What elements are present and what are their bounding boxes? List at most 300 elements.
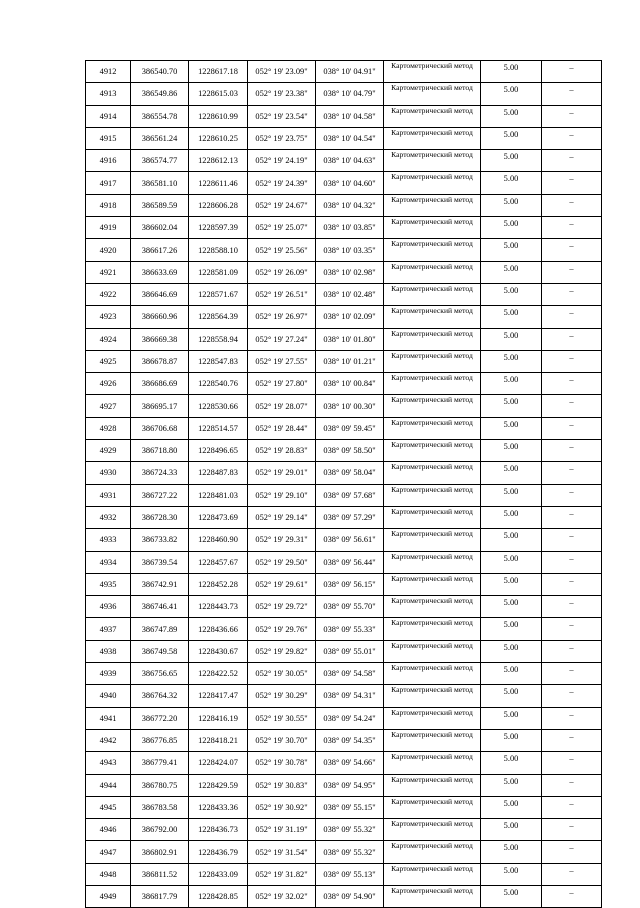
point-number-cell: 4916	[86, 150, 131, 172]
y-coordinate-cell: 1228610.25	[189, 127, 248, 149]
accuracy-cell: 5.00	[481, 863, 542, 885]
note-cell: –	[542, 217, 602, 239]
longitude-cell: 038° 09' 56.61"	[316, 529, 384, 551]
table-row	[86, 395, 602, 417]
x-coordinate-cell: 386646.69	[131, 283, 189, 305]
table-row	[86, 484, 602, 506]
note-cell: –	[542, 373, 602, 395]
note-cell: –	[542, 885, 602, 907]
table-row	[86, 217, 602, 239]
longitude-cell: 038° 09' 54.66"	[316, 752, 384, 774]
latitude-cell: 052° 19' 29.72"	[248, 596, 316, 618]
point-number-cell: 4945	[86, 796, 131, 818]
method-cell: Картометрический метод	[384, 618, 481, 640]
method-cell: Картометрический метод	[384, 774, 481, 796]
note-cell: –	[542, 506, 602, 528]
x-coordinate-cell: 386602.04	[131, 217, 189, 239]
x-coordinate-cell: 386779.41	[131, 752, 189, 774]
x-coordinate-cell: 386746.41	[131, 596, 189, 618]
table-row	[86, 105, 602, 127]
note-cell: –	[542, 685, 602, 707]
longitude-cell: 038° 09' 55.01"	[316, 640, 384, 662]
note-cell: –	[542, 618, 602, 640]
method-cell: Картометрический метод	[384, 395, 481, 417]
note-cell: –	[542, 729, 602, 751]
method-cell: Картометрический метод	[384, 551, 481, 573]
accuracy-cell: 5.00	[481, 61, 542, 83]
y-coordinate-cell: 1228611.46	[189, 172, 248, 194]
longitude-cell: 038° 09' 57.29"	[316, 506, 384, 528]
method-cell: Картометрический метод	[384, 283, 481, 305]
method-cell: Картометрический метод	[384, 61, 481, 83]
x-coordinate-cell: 386540.70	[131, 61, 189, 83]
note-cell: –	[542, 462, 602, 484]
x-coordinate-cell: 386718.80	[131, 440, 189, 462]
note-cell: –	[542, 774, 602, 796]
accuracy-cell: 5.00	[481, 83, 542, 105]
point-number-cell: 4949	[86, 885, 131, 907]
table-row	[86, 752, 602, 774]
accuracy-cell: 5.00	[481, 752, 542, 774]
longitude-cell: 038° 10' 04.63"	[316, 150, 384, 172]
y-coordinate-cell: 1228514.57	[189, 417, 248, 439]
method-cell: Картометрический метод	[384, 217, 481, 239]
table-row	[86, 83, 602, 105]
point-number-cell: 4935	[86, 573, 131, 595]
latitude-cell: 052° 19' 28.07"	[248, 395, 316, 417]
method-cell: Картометрический метод	[384, 172, 481, 194]
longitude-cell: 038° 10' 03.85"	[316, 217, 384, 239]
y-coordinate-cell: 1228612.13	[189, 150, 248, 172]
method-cell: Картометрический метод	[384, 841, 481, 863]
accuracy-cell: 5.00	[481, 105, 542, 127]
table-row	[86, 863, 602, 885]
latitude-cell: 052° 19' 23.09"	[248, 61, 316, 83]
point-number-cell: 4941	[86, 707, 131, 729]
x-coordinate-cell: 386581.10	[131, 172, 189, 194]
point-number-cell: 4933	[86, 529, 131, 551]
method-cell: Картометрический метод	[384, 596, 481, 618]
note-cell: –	[542, 863, 602, 885]
accuracy-cell: 5.00	[481, 484, 542, 506]
method-cell: Картометрический метод	[384, 685, 481, 707]
note-cell: –	[542, 707, 602, 729]
method-cell: Картометрический метод	[384, 462, 481, 484]
method-cell: Картометрический метод	[384, 239, 481, 261]
note-cell: –	[542, 172, 602, 194]
latitude-cell: 052° 19' 29.76"	[248, 618, 316, 640]
point-number-cell: 4946	[86, 819, 131, 841]
x-coordinate-cell: 386574.77	[131, 150, 189, 172]
accuracy-cell: 5.00	[481, 796, 542, 818]
accuracy-cell: 5.00	[481, 261, 542, 283]
latitude-cell: 052° 19' 24.19"	[248, 150, 316, 172]
accuracy-cell: 5.00	[481, 885, 542, 907]
table-row	[86, 707, 602, 729]
y-coordinate-cell: 1228617.18	[189, 61, 248, 83]
y-coordinate-cell: 1228436.79	[189, 841, 248, 863]
note-cell: –	[542, 663, 602, 685]
y-coordinate-cell: 1228606.28	[189, 194, 248, 216]
longitude-cell: 038° 10' 02.09"	[316, 306, 384, 328]
note-cell: –	[542, 596, 602, 618]
longitude-cell: 038° 10' 00.30"	[316, 395, 384, 417]
longitude-cell: 038° 09' 55.13"	[316, 863, 384, 885]
method-cell: Картометрический метод	[384, 328, 481, 350]
latitude-cell: 052° 19' 30.70"	[248, 729, 316, 751]
x-coordinate-cell: 386772.20	[131, 707, 189, 729]
table-row	[86, 663, 602, 685]
method-cell: Картометрический метод	[384, 83, 481, 105]
accuracy-cell: 5.00	[481, 819, 542, 841]
longitude-cell: 038° 09' 55.33"	[316, 618, 384, 640]
accuracy-cell: 5.00	[481, 685, 542, 707]
y-coordinate-cell: 1228452.28	[189, 573, 248, 595]
x-coordinate-cell: 386554.78	[131, 105, 189, 127]
longitude-cell: 038° 09' 56.15"	[316, 573, 384, 595]
table-row	[86, 127, 602, 149]
note-cell: –	[542, 105, 602, 127]
method-cell: Картометрический метод	[384, 506, 481, 528]
x-coordinate-cell: 386733.82	[131, 529, 189, 551]
point-number-cell: 4914	[86, 105, 131, 127]
longitude-cell: 038° 10' 00.84"	[316, 373, 384, 395]
note-cell: –	[542, 796, 602, 818]
y-coordinate-cell: 1228436.73	[189, 819, 248, 841]
x-coordinate-cell: 386802.91	[131, 841, 189, 863]
x-coordinate-cell: 386728.30	[131, 506, 189, 528]
method-cell: Картометрический метод	[384, 350, 481, 372]
note-cell: –	[542, 61, 602, 83]
latitude-cell: 052° 19' 29.82"	[248, 640, 316, 662]
point-number-cell: 4921	[86, 261, 131, 283]
table-row	[86, 150, 602, 172]
x-coordinate-cell: 386811.52	[131, 863, 189, 885]
table-row	[86, 618, 602, 640]
table-row	[86, 306, 602, 328]
x-coordinate-cell: 386617.26	[131, 239, 189, 261]
note-cell: –	[542, 261, 602, 283]
x-coordinate-cell: 386695.17	[131, 395, 189, 417]
accuracy-cell: 5.00	[481, 194, 542, 216]
accuracy-cell: 5.00	[481, 618, 542, 640]
longitude-cell: 038° 09' 57.68"	[316, 484, 384, 506]
table-row	[86, 573, 602, 595]
y-coordinate-cell: 1228547.83	[189, 350, 248, 372]
y-coordinate-cell: 1228615.03	[189, 83, 248, 105]
y-coordinate-cell: 1228429.59	[189, 774, 248, 796]
y-coordinate-cell: 1228436.66	[189, 618, 248, 640]
point-number-cell: 4942	[86, 729, 131, 751]
x-coordinate-cell: 386589.59	[131, 194, 189, 216]
longitude-cell: 038° 09' 54.95"	[316, 774, 384, 796]
note-cell: –	[542, 529, 602, 551]
x-coordinate-cell: 386792.00	[131, 819, 189, 841]
x-coordinate-cell: 386783.58	[131, 796, 189, 818]
point-number-cell: 4917	[86, 172, 131, 194]
y-coordinate-cell: 1228597.39	[189, 217, 248, 239]
x-coordinate-cell: 386660.96	[131, 306, 189, 328]
table-row	[86, 261, 602, 283]
table-row	[86, 529, 602, 551]
latitude-cell: 052° 19' 28.83"	[248, 440, 316, 462]
table-row	[86, 350, 602, 372]
table-row	[86, 283, 602, 305]
y-coordinate-cell: 1228610.99	[189, 105, 248, 127]
table-row	[86, 551, 602, 573]
latitude-cell: 052° 19' 28.44"	[248, 417, 316, 439]
table-row	[86, 729, 602, 751]
latitude-cell: 052° 19' 23.38"	[248, 83, 316, 105]
latitude-cell: 052° 19' 24.67"	[248, 194, 316, 216]
x-coordinate-cell: 386686.69	[131, 373, 189, 395]
x-coordinate-cell: 386780.75	[131, 774, 189, 796]
longitude-cell: 038° 10' 02.98"	[316, 261, 384, 283]
table-row	[86, 640, 602, 662]
latitude-cell: 052° 19' 25.07"	[248, 217, 316, 239]
latitude-cell: 052° 19' 29.14"	[248, 506, 316, 528]
method-cell: Картометрический метод	[384, 484, 481, 506]
y-coordinate-cell: 1228460.90	[189, 529, 248, 551]
longitude-cell: 038° 09' 58.04"	[316, 462, 384, 484]
point-number-cell: 4934	[86, 551, 131, 573]
table-body	[86, 61, 602, 908]
accuracy-cell: 5.00	[481, 395, 542, 417]
method-cell: Картометрический метод	[384, 863, 481, 885]
latitude-cell: 052° 19' 32.02"	[248, 885, 316, 907]
accuracy-cell: 5.00	[481, 640, 542, 662]
latitude-cell: 052° 19' 29.10"	[248, 484, 316, 506]
y-coordinate-cell: 1228558.94	[189, 328, 248, 350]
table-row	[86, 774, 602, 796]
longitude-cell: 038° 10' 04.58"	[316, 105, 384, 127]
accuracy-cell: 5.00	[481, 350, 542, 372]
table-row	[86, 819, 602, 841]
point-number-cell: 4913	[86, 83, 131, 105]
point-number-cell: 4947	[86, 841, 131, 863]
longitude-cell: 038° 10' 01.80"	[316, 328, 384, 350]
latitude-cell: 052° 19' 30.55"	[248, 707, 316, 729]
table-row	[86, 417, 602, 439]
longitude-cell: 038° 10' 04.54"	[316, 127, 384, 149]
accuracy-cell: 5.00	[481, 239, 542, 261]
accuracy-cell: 5.00	[481, 774, 542, 796]
x-coordinate-cell: 386776.85	[131, 729, 189, 751]
note-cell: –	[542, 83, 602, 105]
longitude-cell: 038° 10' 04.91"	[316, 61, 384, 83]
x-coordinate-cell: 386678.87	[131, 350, 189, 372]
point-number-cell: 4918	[86, 194, 131, 216]
coordinates-table	[85, 60, 602, 908]
y-coordinate-cell: 1228481.03	[189, 484, 248, 506]
point-number-cell: 4923	[86, 306, 131, 328]
note-cell: –	[542, 306, 602, 328]
accuracy-cell: 5.00	[481, 729, 542, 751]
longitude-cell: 038° 10' 04.79"	[316, 83, 384, 105]
point-number-cell: 4924	[86, 328, 131, 350]
latitude-cell: 052° 19' 29.50"	[248, 551, 316, 573]
method-cell: Картометрический метод	[384, 796, 481, 818]
note-cell: –	[542, 395, 602, 417]
accuracy-cell: 5.00	[481, 663, 542, 685]
accuracy-cell: 5.00	[481, 328, 542, 350]
accuracy-cell: 5.00	[481, 462, 542, 484]
y-coordinate-cell: 1228564.39	[189, 306, 248, 328]
method-cell: Картометрический метод	[384, 105, 481, 127]
x-coordinate-cell: 386633.69	[131, 261, 189, 283]
latitude-cell: 052° 19' 26.97"	[248, 306, 316, 328]
longitude-cell: 038° 09' 54.24"	[316, 707, 384, 729]
method-cell: Картометрический метод	[384, 573, 481, 595]
method-cell: Картометрический метод	[384, 729, 481, 751]
latitude-cell: 052° 19' 25.56"	[248, 239, 316, 261]
accuracy-cell: 5.00	[481, 573, 542, 595]
point-number-cell: 4925	[86, 350, 131, 372]
note-cell: –	[542, 484, 602, 506]
x-coordinate-cell: 386669.38	[131, 328, 189, 350]
latitude-cell: 052° 19' 23.54"	[248, 105, 316, 127]
point-number-cell: 4930	[86, 462, 131, 484]
point-number-cell: 4932	[86, 506, 131, 528]
latitude-cell: 052° 19' 31.82"	[248, 863, 316, 885]
longitude-cell: 038° 09' 55.15"	[316, 796, 384, 818]
point-number-cell: 4937	[86, 618, 131, 640]
point-number-cell: 4922	[86, 283, 131, 305]
accuracy-cell: 5.00	[481, 551, 542, 573]
note-cell: –	[542, 150, 602, 172]
table-row	[86, 194, 602, 216]
longitude-cell: 038° 10' 04.32"	[316, 194, 384, 216]
latitude-cell: 052° 19' 31.19"	[248, 819, 316, 841]
x-coordinate-cell: 386549.86	[131, 83, 189, 105]
note-cell: –	[542, 573, 602, 595]
y-coordinate-cell: 1228496.65	[189, 440, 248, 462]
point-number-cell: 4948	[86, 863, 131, 885]
longitude-cell: 038° 09' 55.70"	[316, 596, 384, 618]
table-row	[86, 596, 602, 618]
method-cell: Картометрический метод	[384, 306, 481, 328]
latitude-cell: 052° 19' 26.09"	[248, 261, 316, 283]
x-coordinate-cell: 386747.89	[131, 618, 189, 640]
y-coordinate-cell: 1228540.76	[189, 373, 248, 395]
latitude-cell: 052° 19' 27.55"	[248, 350, 316, 372]
table-row	[86, 885, 602, 907]
latitude-cell: 052° 19' 26.51"	[248, 283, 316, 305]
y-coordinate-cell: 1228433.36	[189, 796, 248, 818]
y-coordinate-cell: 1228487.83	[189, 462, 248, 484]
y-coordinate-cell: 1228433.09	[189, 863, 248, 885]
note-cell: –	[542, 841, 602, 863]
y-coordinate-cell: 1228417.47	[189, 685, 248, 707]
longitude-cell: 038° 09' 58.50"	[316, 440, 384, 462]
x-coordinate-cell: 386749.58	[131, 640, 189, 662]
point-number-cell: 4939	[86, 663, 131, 685]
note-cell: –	[542, 640, 602, 662]
method-cell: Картометрический метод	[384, 885, 481, 907]
latitude-cell: 052° 19' 24.39"	[248, 172, 316, 194]
point-number-cell: 4940	[86, 685, 131, 707]
x-coordinate-cell: 386764.32	[131, 685, 189, 707]
x-coordinate-cell: 386724.33	[131, 462, 189, 484]
accuracy-cell: 5.00	[481, 150, 542, 172]
note-cell: –	[542, 239, 602, 261]
accuracy-cell: 5.00	[481, 529, 542, 551]
latitude-cell: 052° 19' 27.80"	[248, 373, 316, 395]
table-row	[86, 440, 602, 462]
y-coordinate-cell: 1228424.07	[189, 752, 248, 774]
longitude-cell: 038° 09' 54.31"	[316, 685, 384, 707]
point-number-cell: 4927	[86, 395, 131, 417]
accuracy-cell: 5.00	[481, 841, 542, 863]
latitude-cell: 052° 19' 30.78"	[248, 752, 316, 774]
y-coordinate-cell: 1228430.67	[189, 640, 248, 662]
note-cell: –	[542, 328, 602, 350]
accuracy-cell: 5.00	[481, 373, 542, 395]
method-cell: Картометрический метод	[384, 640, 481, 662]
y-coordinate-cell: 1228581.09	[189, 261, 248, 283]
longitude-cell: 038° 09' 55.32"	[316, 841, 384, 863]
method-cell: Картометрический метод	[384, 752, 481, 774]
accuracy-cell: 5.00	[481, 440, 542, 462]
accuracy-cell: 5.00	[481, 417, 542, 439]
accuracy-cell: 5.00	[481, 707, 542, 729]
longitude-cell: 038° 09' 55.32"	[316, 819, 384, 841]
method-cell: Картометрический метод	[384, 127, 481, 149]
x-coordinate-cell: 386756.65	[131, 663, 189, 685]
y-coordinate-cell: 1228588.10	[189, 239, 248, 261]
latitude-cell: 052° 19' 31.54"	[248, 841, 316, 863]
longitude-cell: 038° 10' 03.35"	[316, 239, 384, 261]
x-coordinate-cell: 386727.22	[131, 484, 189, 506]
method-cell: Картометрический метод	[384, 440, 481, 462]
y-coordinate-cell: 1228416.19	[189, 707, 248, 729]
accuracy-cell: 5.00	[481, 306, 542, 328]
accuracy-cell: 5.00	[481, 172, 542, 194]
longitude-cell: 038° 09' 59.45"	[316, 417, 384, 439]
x-coordinate-cell: 386561.24	[131, 127, 189, 149]
x-coordinate-cell: 386817.79	[131, 885, 189, 907]
longitude-cell: 038° 09' 56.44"	[316, 551, 384, 573]
longitude-cell: 038° 10' 04.60"	[316, 172, 384, 194]
longitude-cell: 038° 09' 54.90"	[316, 885, 384, 907]
point-number-cell: 4920	[86, 239, 131, 261]
accuracy-cell: 5.00	[481, 217, 542, 239]
latitude-cell: 052° 19' 30.29"	[248, 685, 316, 707]
y-coordinate-cell: 1228473.69	[189, 506, 248, 528]
accuracy-cell: 5.00	[481, 506, 542, 528]
table-row	[86, 506, 602, 528]
note-cell: –	[542, 819, 602, 841]
latitude-cell: 052° 19' 30.05"	[248, 663, 316, 685]
point-number-cell: 4943	[86, 752, 131, 774]
table-row	[86, 373, 602, 395]
note-cell: –	[542, 752, 602, 774]
table-row	[86, 462, 602, 484]
table-row	[86, 685, 602, 707]
table-row	[86, 841, 602, 863]
x-coordinate-cell: 386706.68	[131, 417, 189, 439]
point-number-cell: 4931	[86, 484, 131, 506]
y-coordinate-cell: 1228418.21	[189, 729, 248, 751]
longitude-cell: 038° 09' 54.58"	[316, 663, 384, 685]
point-number-cell: 4919	[86, 217, 131, 239]
note-cell: –	[542, 551, 602, 573]
method-cell: Картометрический метод	[384, 529, 481, 551]
latitude-cell: 052° 19' 27.24"	[248, 328, 316, 350]
method-cell: Картометрический метод	[384, 663, 481, 685]
longitude-cell: 038° 10' 01.21"	[316, 350, 384, 372]
point-number-cell: 4929	[86, 440, 131, 462]
